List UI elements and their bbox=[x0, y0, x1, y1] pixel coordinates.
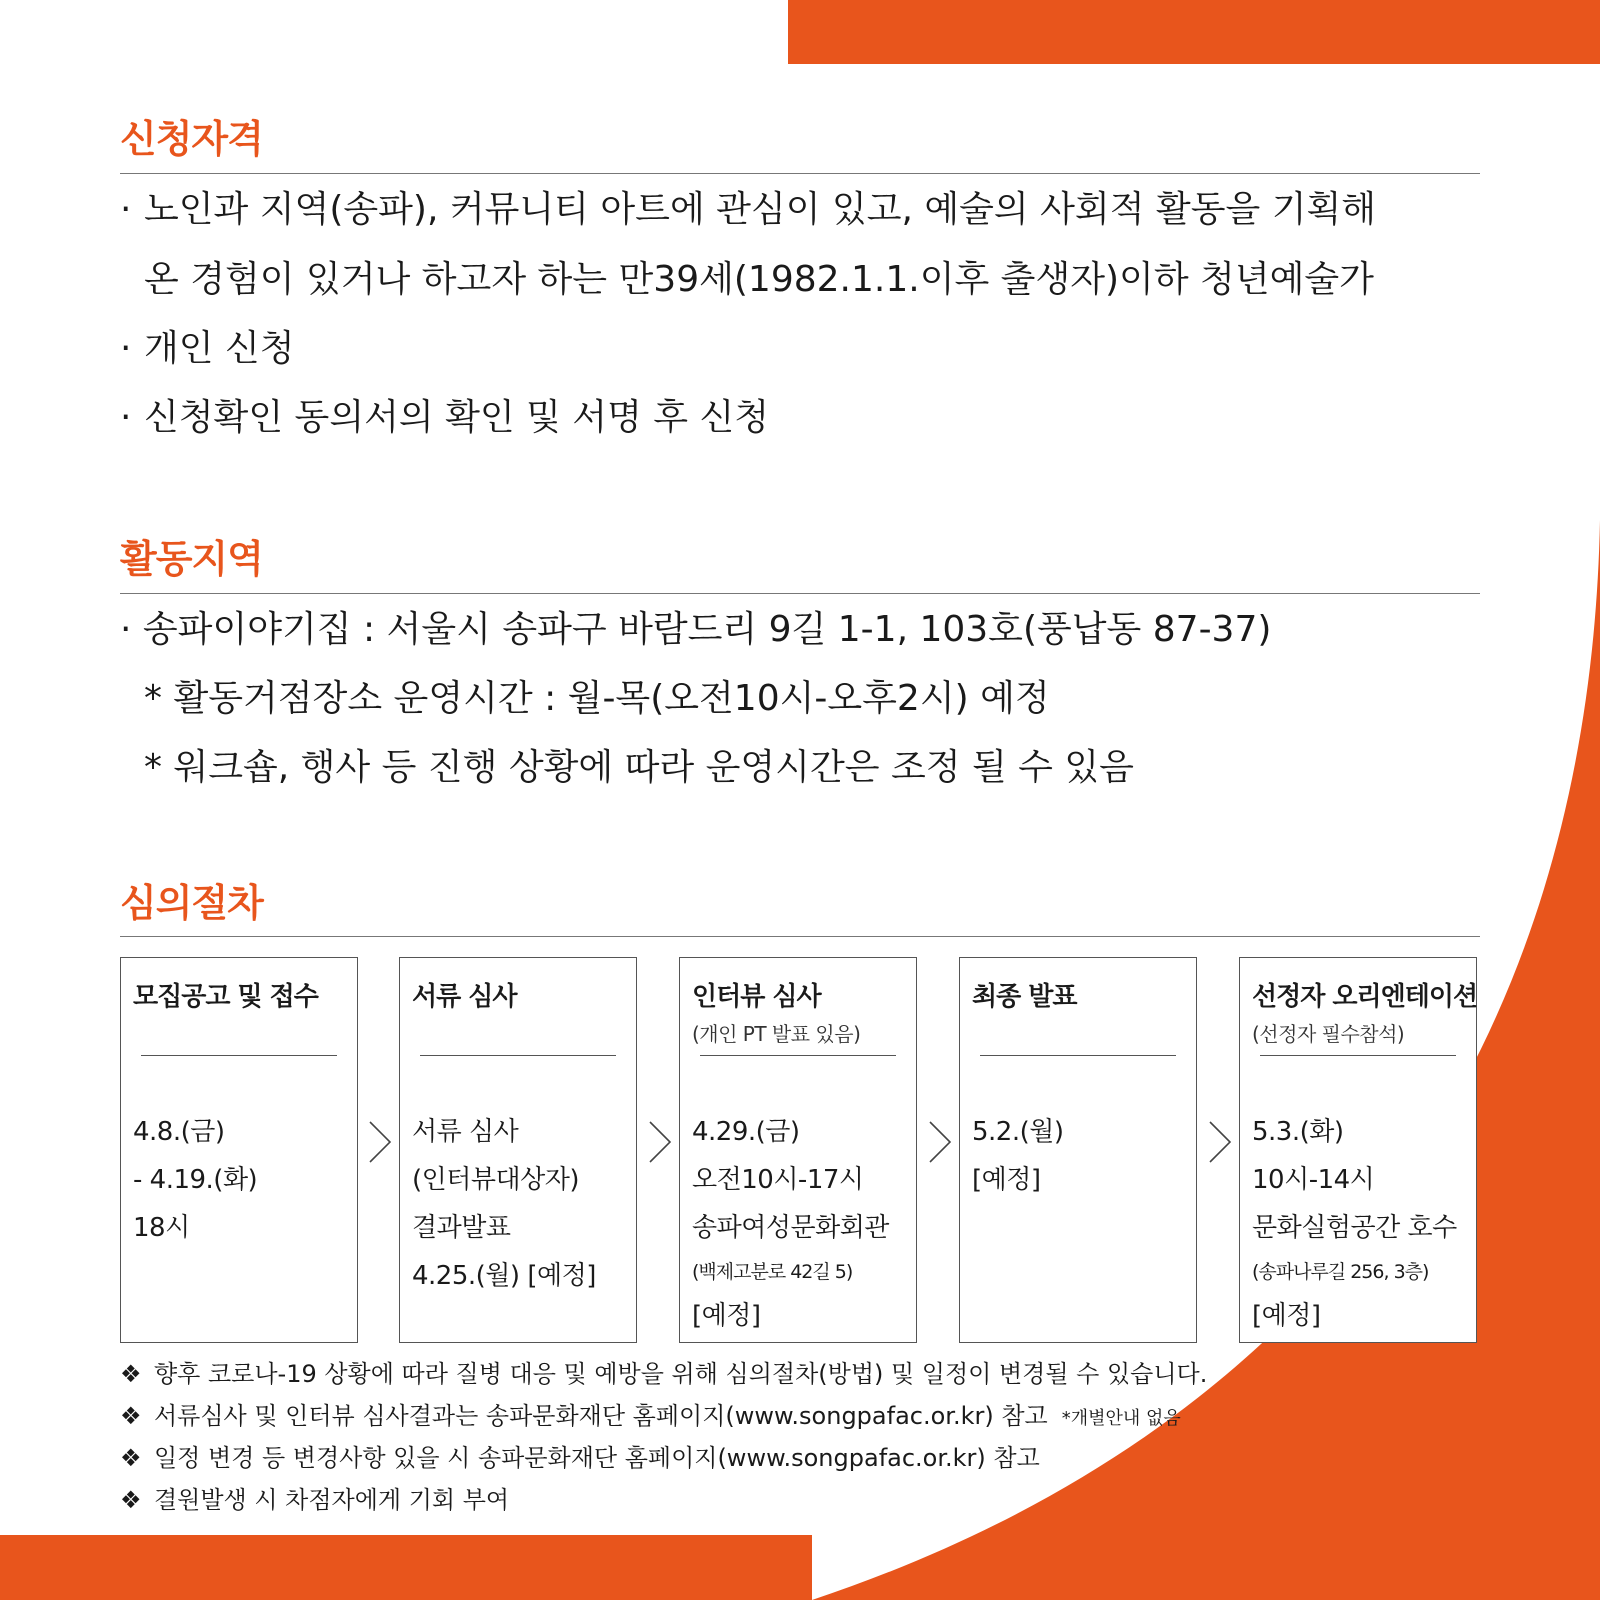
eligibility-item-1-line-2: 온 경험이 있거나 하고자 하는 만39세(1982.1.1.이후 출생자)이하 청년예술가 bbox=[144, 259, 1374, 300]
diamond-bullet-icon: ❖ bbox=[120, 1360, 142, 1388]
chevron-right-icon bbox=[647, 1120, 673, 1164]
procedure-note bbox=[120, 1446, 1040, 1470]
step-detail-line: 5.2.(월) bbox=[972, 1117, 1064, 1147]
diamond-bullet-icon: ❖ bbox=[120, 1444, 142, 1472]
area-hours-note: * 활동거점장소 운영시간 : 월-목(오전10시-오후2시) 예정 bbox=[144, 678, 1050, 719]
diamond-bullet-icon: ❖ bbox=[120, 1402, 142, 1430]
bullet-dot: · bbox=[120, 189, 132, 230]
eligibility-item-3: · 신청확인 동의서의 확인 및 서명 후 신청 bbox=[120, 397, 770, 438]
bottom-accent-bar bbox=[0, 1535, 812, 1600]
step-divider bbox=[1260, 1055, 1456, 1056]
chevron-right-icon bbox=[1207, 1120, 1233, 1164]
step-details bbox=[133, 1108, 353, 1252]
step-details bbox=[1252, 1108, 1472, 1340]
step-detail-line: 4.8.(금) bbox=[133, 1117, 225, 1147]
step-detail-line: - 4.19.(화) bbox=[133, 1165, 258, 1195]
step-divider bbox=[141, 1055, 337, 1056]
step-detail-line: 4.25.(월) [예정] bbox=[412, 1261, 596, 1291]
note-fine-print: *개별안내 없음 bbox=[1061, 1408, 1181, 1429]
step-detail-line: 서류 심사 bbox=[412, 1117, 519, 1147]
procedure-note bbox=[120, 1362, 1207, 1386]
step-detail-line: 18시 bbox=[133, 1213, 190, 1243]
eligibility-item-2: · 개인 신청 bbox=[120, 328, 295, 369]
step-subtitle: (개인 PT 발표 있음) bbox=[692, 1022, 861, 1046]
step-divider bbox=[700, 1055, 896, 1056]
step-detail-line: 4.29.(금) bbox=[692, 1117, 800, 1147]
step-detail-line: (백제고분로 42길 5) bbox=[692, 1261, 853, 1283]
step-title: 선정자 오리엔테이션 bbox=[1252, 982, 1478, 1012]
step-title: 서류 심사 bbox=[412, 982, 517, 1012]
step-details bbox=[972, 1108, 1192, 1204]
step-box bbox=[959, 957, 1197, 1343]
section-title-area: 활동지역 bbox=[120, 537, 263, 581]
diamond-bullet-icon: ❖ bbox=[120, 1486, 142, 1514]
step-title: 모집공고 및 접수 bbox=[133, 982, 318, 1012]
step-detail-line: 결과발표 bbox=[412, 1213, 511, 1243]
note-text: 향후 코로나-19 상황에 따라 질병 대응 및 예방을 위해 심의절차(방법) 및 일정이 변경될 수 있습니다. bbox=[154, 1360, 1208, 1388]
step-box bbox=[679, 957, 917, 1343]
procedure-note bbox=[120, 1488, 509, 1512]
step-detail-line: [예정] bbox=[972, 1165, 1041, 1195]
step-box bbox=[120, 957, 358, 1343]
procedure-note bbox=[120, 1404, 1181, 1428]
section-title-procedure: 심의절차 bbox=[120, 881, 263, 925]
bullet-dot: · bbox=[120, 328, 132, 369]
step-detail-line: 오전10시-17시 bbox=[692, 1165, 864, 1195]
step-box bbox=[399, 957, 637, 1343]
area-address-line: · 송파이야기집 : 서울시 송파구 바람드리 9길 1-1, 103호(풍납동 87-37) bbox=[120, 609, 1272, 650]
section-rule bbox=[120, 173, 1480, 174]
step-details bbox=[692, 1108, 912, 1340]
note-text: 서류심사 및 인터뷰 심사결과는 송파문화재단 홈페이지(www.songpafac.or.kr) 참고 bbox=[154, 1402, 1048, 1430]
step-detail-line: (송파나루길 256, 3층) bbox=[1252, 1261, 1429, 1283]
step-title: 인터뷰 심사 bbox=[692, 982, 821, 1012]
section-rule bbox=[120, 593, 1480, 594]
step-detail-line: 5.3.(화) bbox=[1252, 1117, 1344, 1147]
bullet-dot: · bbox=[120, 397, 132, 438]
step-detail-line: [예정] bbox=[692, 1301, 761, 1331]
section-rule bbox=[120, 936, 1480, 937]
step-divider bbox=[980, 1055, 1176, 1056]
chevron-right-icon bbox=[927, 1120, 953, 1164]
chevron-right-icon bbox=[367, 1120, 393, 1164]
step-subtitle: (선정자 필수참석) bbox=[1252, 1022, 1405, 1046]
step-detail-line: 송파여성문화회관 bbox=[692, 1213, 889, 1243]
step-box bbox=[1239, 957, 1477, 1343]
eligibility-item-1-line-1: · 노인과 지역(송파), 커뮤니티 아트에 관심이 있고, 예술의 사회적 활동을 기획해 bbox=[120, 189, 1377, 230]
step-detail-line: 문화실험공간 호수 bbox=[1252, 1213, 1457, 1243]
step-detail-line: (인터뷰대상자) bbox=[412, 1165, 579, 1195]
step-detail-line: 10시-14시 bbox=[1252, 1165, 1375, 1195]
note-text: 일정 변경 등 변경사항 있을 시 송파문화재단 홈페이지(www.songpafac.or.kr) 참고 bbox=[154, 1444, 1040, 1472]
section-title-eligibility: 신청자격 bbox=[120, 117, 263, 161]
step-title: 최종 발표 bbox=[972, 982, 1077, 1012]
note-text: 결원발생 시 차점자에게 기회 부여 bbox=[154, 1486, 510, 1514]
step-divider bbox=[420, 1055, 616, 1056]
area-adjust-note: * 워크숍, 행사 등 진행 상황에 따라 운영시간은 조정 될 수 있음 bbox=[144, 747, 1134, 788]
step-detail-line: [예정] bbox=[1252, 1301, 1321, 1331]
step-details bbox=[412, 1108, 632, 1300]
